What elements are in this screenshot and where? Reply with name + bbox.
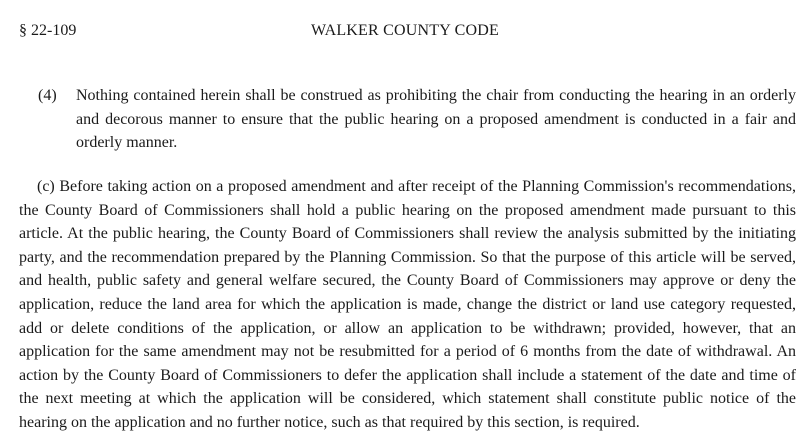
page-header: [19, 22, 791, 42]
paragraph-c: (c) Before taking action on a proposed amendment and after receipt of the Planning Commission's recommendations, the County Board of Commissioners shall hold a public hearing on the proposed amendment made pursuant to this article. At the public hearing, the County Board of Commissioners shall review the analysis submitted by the initiating party, and the recommendation prepared by the Planning Commission. So that the purpose of this article will be served, and health, public safety and general welfare secured, the County Board of Commissioners may approve or deny the application, reduce the land area for which the application is made, change the district or land use category requested, add or delete conditions of the application, or allow an application to be withdrawn; provided, however, that an application for the same amendment may not be resubmitted for a period of 6 months from the date of withdrawal. An action by the County Board of Commissioners to defer the application shall include a statement of the date and time of the next meeting at which the application will be considered, which statement shall constitute public notice of the hearing on the application and no further notice, such as that required by this section, is required.: [19, 178, 796, 431]
list-item-4: [38, 84, 796, 155]
item-marker: (4): [38, 87, 57, 104]
section-reference: § 22-109: [19, 22, 77, 39]
item-text: Nothing contained herein shall be construed as prohibiting the chair from conducting the hearing in an orderly and decorous manner to ensure that the public hearing on a proposed amendment is conducted in a fair and orderly manner.: [76, 87, 796, 151]
running-title: WALKER COUNTY CODE: [311, 22, 499, 39]
